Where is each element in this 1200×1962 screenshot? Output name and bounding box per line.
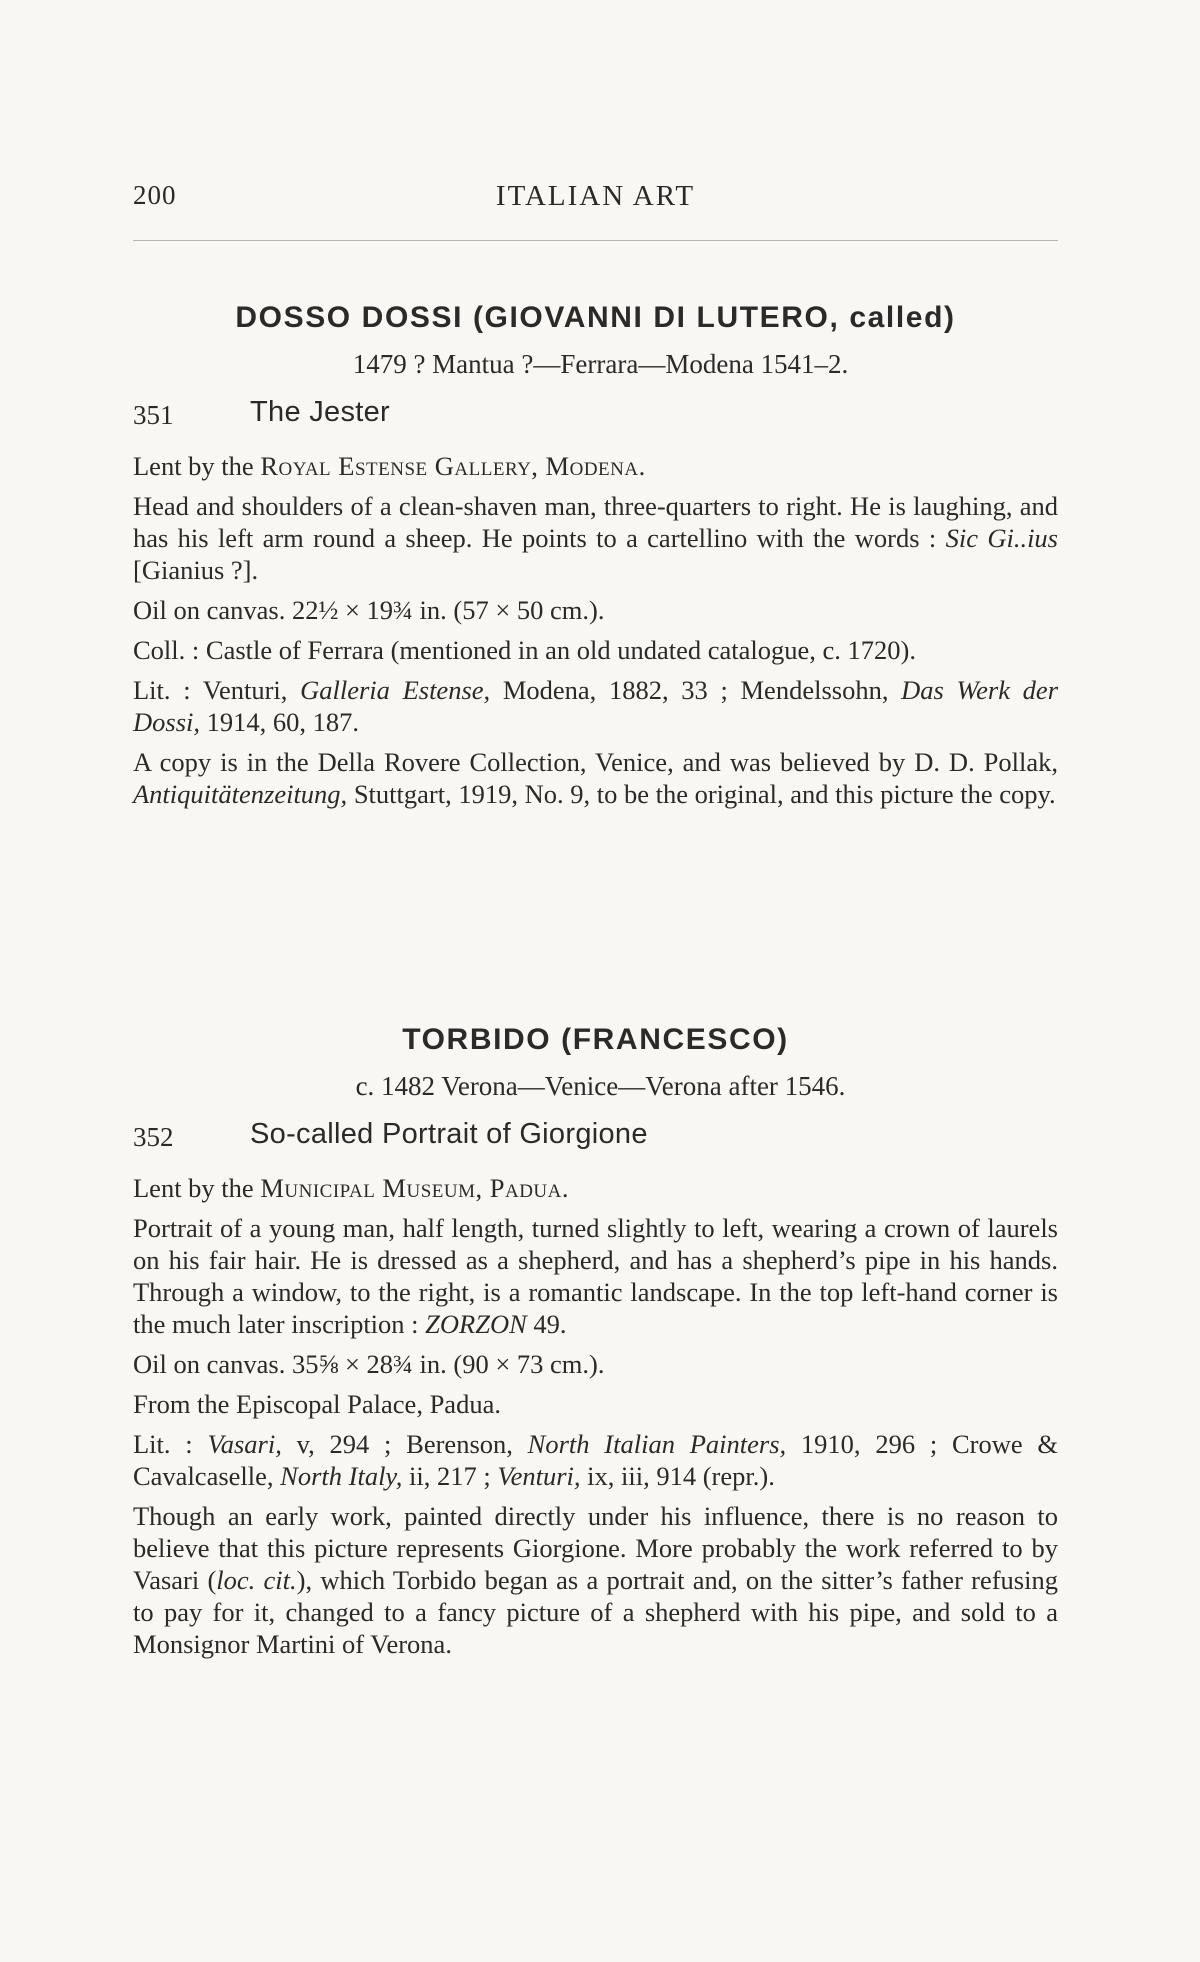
running-head — [133, 180, 1058, 220]
painting-title: So-called Portrait of Giorgione — [250, 1118, 648, 1150]
catalogue-entry — [133, 298, 1058, 810]
catalogue-line — [133, 396, 1058, 438]
description: Portrait of a young man, half length, turned slightly to left, wearing a crown of laurels on his fair hair. He is dressed as a shepherd, and has a shepherd’s pipe in his hands. Through a window, to the right, is a romantic landscape. In the top left-hand corner is the much later inscription : ZORZON 49. — [133, 1213, 1058, 1339]
page-number: 200 — [133, 180, 177, 210]
collection-note: Coll. : Castle of Ferrara (mentioned in an old undated catalogue, c. 1720). — [133, 635, 916, 665]
literature: Lit. : Venturi, Galleria Estense, Modena, 1882, 33 ; Mendelssohn, Das Werk der Dossi, 1914, 60, 187. — [133, 675, 1059, 737]
literature: Lit. : Vasari, v, 294 ; Berenson, North Italian Painters, 1910, 296 ; Crowe & Cavalcaselle, North Italy, ii, 217 ; Venturi, ix, iii, 914 (repr.). — [133, 1429, 1059, 1491]
artist-heading: TORBIDO (FRANCESCO) — [402, 1023, 789, 1056]
remark: Though an early work, painted directly under his influence, there is no reason to believe that this picture represents Giorgione. More probably the work referred to by Vasari (loc. cit.), which Torbido began as a portrait and, on the sitter’s father refusing to pay for it, changed to a fancy picture of a shepherd with his pipe, and sold to a Monsignor Martini of Verona. — [133, 1501, 1058, 1659]
remark: A copy is in the Della Rovere Collection, Venice, and was believed by D. D. Pollak, Antiquitätenzeitung, Stuttgart, 1919, No. 9, to be the original, and this picture the copy. — [133, 747, 1058, 809]
painting-title: The Jester — [250, 396, 390, 428]
header-rule — [133, 240, 1058, 241]
catalogue-number: 352 — [133, 1122, 174, 1152]
lender-line: Lent by the Municipal Museum, Padua. — [133, 1173, 569, 1203]
artist-dates: c. 1482 Verona—Venice—Verona after 1546. — [355, 1071, 846, 1101]
medium-dimensions: Oil on canvas. 22½ × 19¾ in. (57 × 50 cm.). — [133, 595, 605, 625]
artist-dates: 1479 ? Mantua ?—Ferrara—Modena 1541–2. — [352, 349, 849, 379]
inscription-text: ZORZON — [425, 1309, 527, 1339]
description: Head and shoulders of a clean-shaven man, three-quarters to right. He is laughing, and has his left arm round a sheep. He points to a cartellino with the words : Sic Gi..ius [Gianius ?]. — [133, 491, 1058, 585]
inscription-text: Sic Gi..ius — [945, 523, 1058, 553]
running-title: ITALIAN ART — [495, 180, 696, 212]
medium-dimensions: Oil on canvas. 35⅝ × 28¾ in. (90 × 73 cm.). — [133, 1349, 605, 1379]
lender-line: Lent by the Royal Estense Gallery, Modena. — [133, 451, 646, 481]
lender-name: Municipal Museum, Padua — [260, 1173, 562, 1203]
lender-name: Royal Estense Gallery, Modena — [260, 451, 639, 481]
catalogue-line — [133, 1118, 1058, 1160]
catalogue-number: 351 — [133, 400, 174, 430]
catalogue-entry — [133, 1020, 1058, 1660]
artist-heading: DOSSO DOSSI (GIOVANNI DI LUTERO, called) — [235, 301, 956, 334]
provenance: From the Episcopal Palace, Padua. — [133, 1389, 501, 1419]
